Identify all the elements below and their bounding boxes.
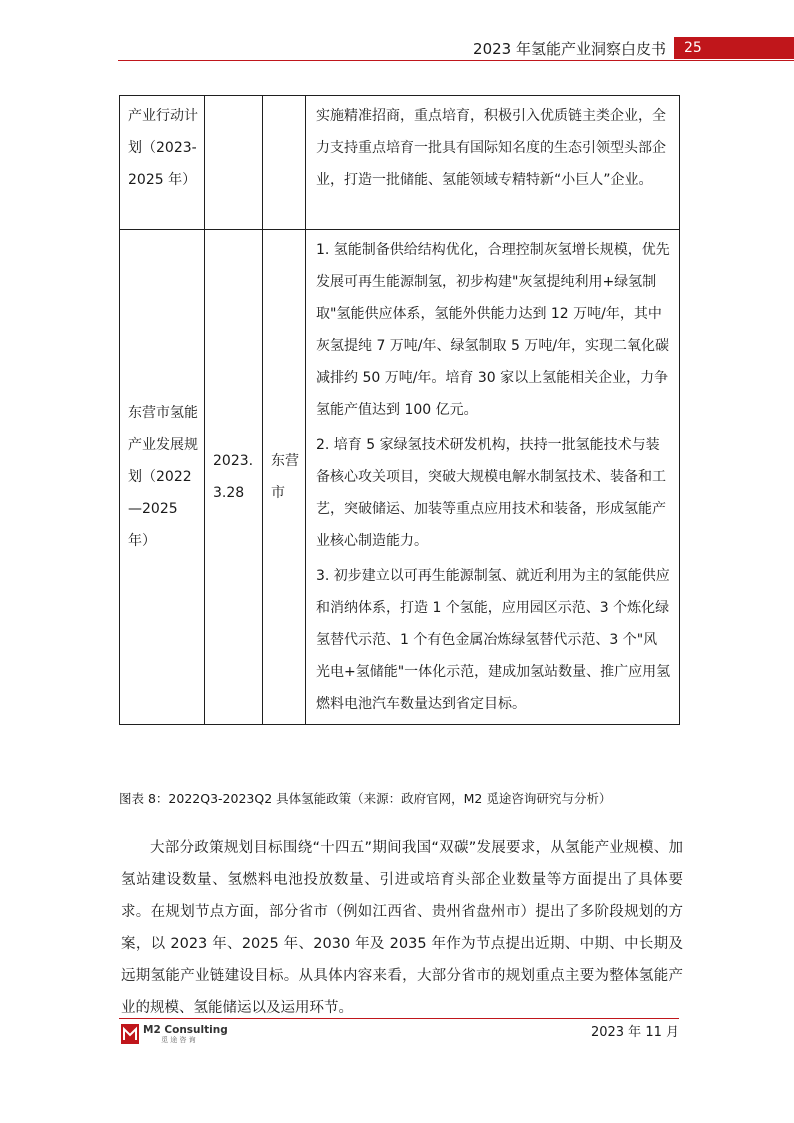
policy-content-paragraph: 2. 培育 5 家绿氢技术研发机构，扶持一批氢能技术与装备核心攻关项目，突破大规模电解水制氢技术、装备和工艺，突破储运、加装等重点应用技术和装备，形成氢能产业核心制造能力。 — [316, 437, 666, 549]
policy-content-cell — [306, 96, 680, 230]
policy-date — [205, 96, 262, 104]
policy-date-cell — [205, 230, 263, 725]
footer-date: 2023 年 11 月 — [590, 1025, 679, 1040]
policy-region: 东营市 — [271, 453, 299, 501]
policy-region-cell — [263, 230, 306, 725]
policy-date-cell — [205, 96, 263, 230]
table-caption: 图表 8：2022Q3-2023Q2 具体氢能政策（来源：政府官网，M2 觅途咨询研究与分析） — [119, 791, 612, 806]
table-row — [120, 230, 680, 725]
policy-name: 产业行动计划（2023-2025 年） — [128, 108, 198, 188]
footer-divider — [119, 1018, 679, 1019]
policy-content-paragraph: 1. 氢能制备供给结构优化，合理控制灰氢增长规模，优先发展可再生能源制氢，初步构建"灰氢提纯利用+绿氢制取"氢能供应体系，氢能外供能力达到 12 万吨/年，其中灰氢提纯 7 万吨/年、绿氢制取 5 万吨/年，实现二氧化碳减排约 50 万吨/年。培育 30 家以上氢能相关企业，力争氢能产值达到 100 亿元。 — [316, 242, 670, 418]
policy-name: 东营市氢能产业发展规划（2022—2025 年） — [128, 405, 198, 549]
policy-date: 2023.3.28 — [213, 453, 254, 501]
m2-logo-icon — [121, 1024, 139, 1044]
logo-name: M2 Consulting — [143, 1024, 228, 1036]
header-divider — [118, 60, 794, 61]
policy-content-cell — [306, 230, 680, 725]
policy-name-cell — [120, 96, 205, 230]
body-paragraph: 大部分政策规划目标围绕“十四五”期间我国“双碳”发展要求，从氢能产业规模、加氢站建设数量、氢燃料电池投放数量、引进或培育头部企业数量等方面提出了具体要求。在规划节点方面，部分省市（例如江西省、贵州省盘州市）提出了多阶段规划的方案，以 2023 年、2025 年、2030 年及 2035 年作为节点提出近期、中期、中长期及远期氢能产业链建设目标。从具体内容来看，大部分省市的规划重点主要为整体氢能产业的规模、氢能储运以及运用环节。 — [121, 840, 683, 1016]
policy-name-cell — [120, 230, 205, 725]
policy-content-paragraph: 实施精准招商，重点培育，积极引入优质链主类企业，全力支持重点培育一批具有国际知名度的生态引领型头部企业，打造一批储能、氢能领域专精特新“小巨人”企业。 — [316, 108, 666, 188]
header-title: 2023 年氢能产业洞察白皮书 — [473, 40, 666, 58]
table-row — [120, 96, 680, 230]
logo-subtitle: 觅 途 咨 询 — [161, 1036, 196, 1044]
policy-content-paragraph: 3. 初步建立以可再生能源制氢、就近利用为主的氢能供应和消纳体系，打造 1 个氢能，应用园区示范、3 个炼化绿氢替代示范、1 个有色金属冶炼绿氢替代示范、3 个"风光电+氢储能"一体化示范，建成加氢站数量、推广应用氢燃料电池汽车数量达到省定目标。 — [316, 568, 671, 712]
policy-region — [263, 96, 305, 104]
page-number-badge: 25 — [674, 37, 794, 59]
policy-table — [119, 95, 680, 725]
policy-region-cell — [263, 96, 306, 230]
footer-logo — [121, 1024, 261, 1046]
